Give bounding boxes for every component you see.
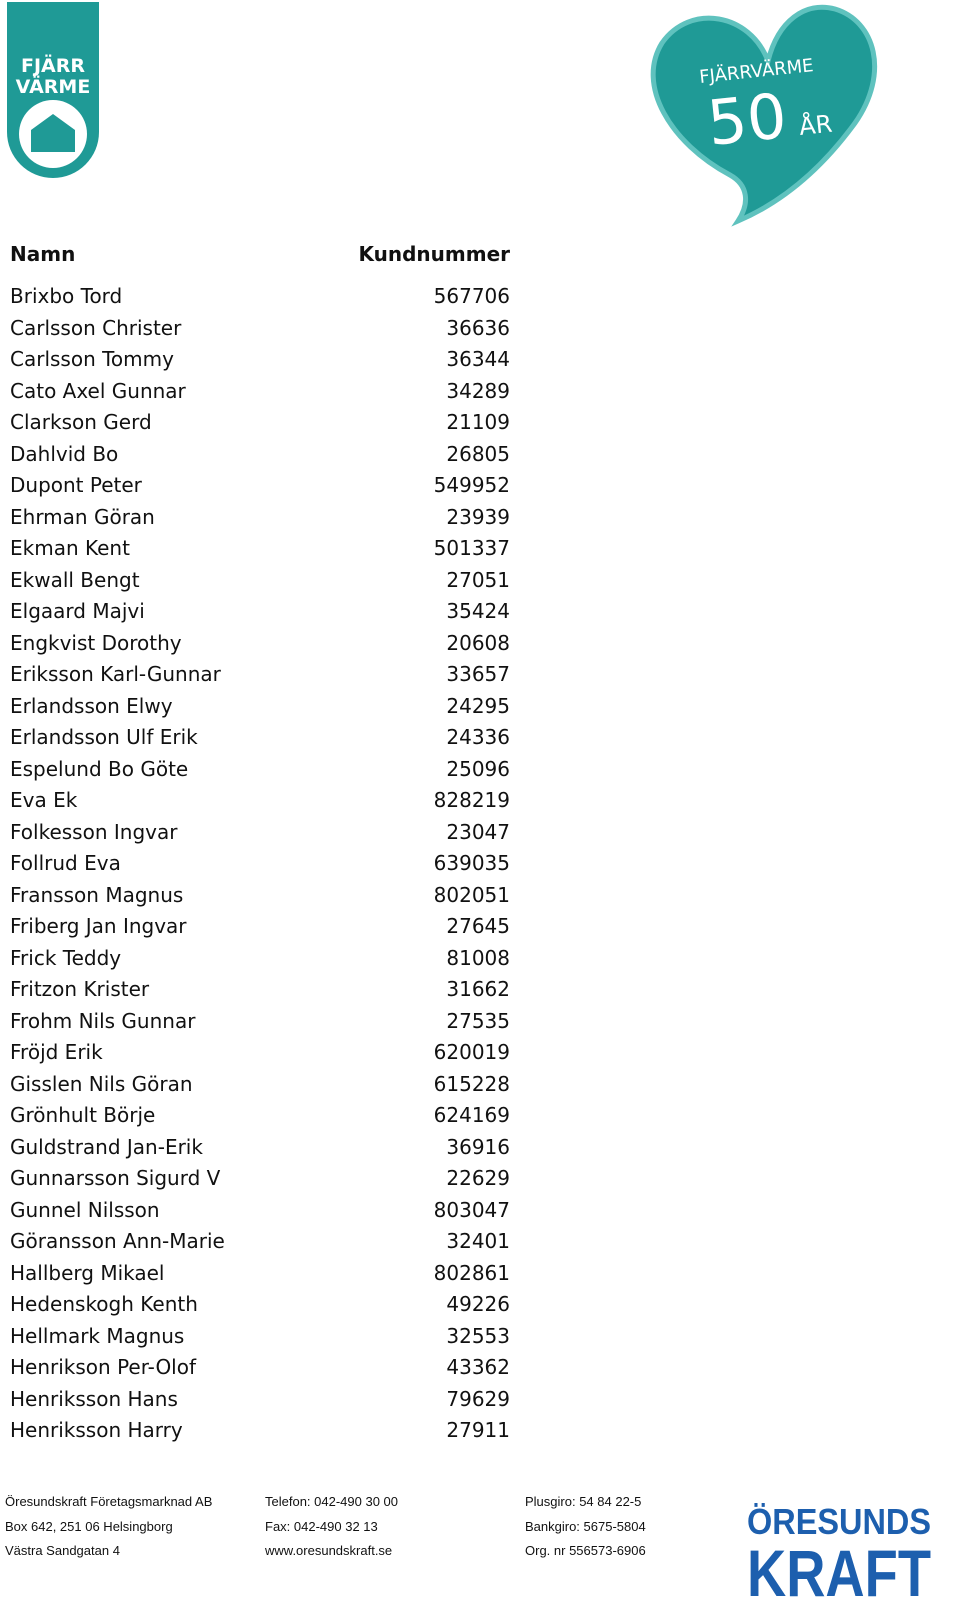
table-row [10, 974, 510, 1006]
table-header [10, 234, 510, 274]
customer-name: Gunnel Nilsson [10, 1197, 160, 1222]
table-row [10, 502, 510, 534]
customer-number: 22629 [446, 1166, 510, 1190]
customer-number: 23939 [446, 504, 510, 529]
table-row [10, 911, 510, 943]
table-row [10, 722, 510, 754]
customer-number: 36916 [446, 1134, 510, 1159]
customer-name: Fröjd Erik [10, 1040, 103, 1064]
table-row [10, 754, 510, 786]
table-row [10, 281, 510, 313]
footer-payment-column [525, 1490, 646, 1564]
customer-number: 35424 [446, 599, 510, 623]
customer-number: 624169 [433, 1103, 510, 1127]
customer-table [10, 234, 510, 1447]
table-row [10, 1226, 510, 1258]
footer-company-name: Öresundskraft Företagsmarknad AB [5, 1494, 213, 1509]
footer-org-number: Org. nr 556573-6906 [525, 1543, 646, 1558]
table-row [10, 1258, 510, 1290]
logo-left-line1: FJÄRR [20, 55, 86, 77]
customer-name: Fritzon Krister [10, 977, 150, 1001]
customer-name: Follrud Eva [10, 851, 121, 875]
customer-name: Carlsson Christer [10, 315, 182, 340]
logo-bottom-line2: KRAFT [747, 1536, 931, 1605]
table-body [10, 281, 510, 1447]
table-row [10, 1069, 510, 1101]
table-row [10, 1289, 510, 1321]
customer-number: 79629 [446, 1386, 510, 1411]
customer-number: 802051 [433, 882, 510, 907]
table-row [10, 407, 510, 439]
table-row [10, 880, 510, 912]
customer-number: 25096 [446, 756, 510, 781]
customer-number: 24295 [446, 693, 510, 718]
customer-name: Eriksson Karl-Gunnar [10, 662, 221, 686]
customer-name: Friberg Jan Ingvar [10, 914, 187, 938]
table-row [10, 1132, 510, 1164]
customer-number: 43362 [446, 1355, 510, 1379]
table-row [10, 376, 510, 408]
customer-name: Ekwall Bengt [10, 567, 140, 592]
customer-number: 803047 [433, 1197, 510, 1222]
customer-name: Dahlvid Bo [10, 441, 119, 466]
customer-name: Fransson Magnus [10, 882, 184, 907]
customer-name: Carlsson Tommy [10, 347, 174, 371]
customer-name: Folkesson Ingvar [10, 819, 178, 844]
table-row [10, 1163, 510, 1195]
customer-name: Engkvist Dorothy [10, 630, 182, 655]
footer-bankgiro: Bankgiro: 5675-5804 [525, 1518, 646, 1534]
table-row [10, 1195, 510, 1227]
column-header-number: Kundnummer [358, 242, 510, 266]
footer-website: www.oresundskraft.se [265, 1543, 393, 1558]
customer-name: Henriksson Hans [10, 1386, 178, 1411]
table-row [10, 785, 510, 817]
footer-street-address: Västra Sandgatan 4 [5, 1543, 120, 1558]
oresundskraft-logo [745, 1492, 933, 1605]
customer-name: Elgaard Majvi [10, 599, 145, 623]
customer-name: Dupont Peter [10, 473, 142, 497]
heart-logo-suffix: ÅR [797, 109, 834, 141]
customer-number: 27645 [446, 914, 510, 938]
customer-name: Göransson Ann-Marie [10, 1229, 225, 1253]
customer-name: Hedenskogh Kenth [10, 1292, 198, 1316]
customer-name: Gunnarsson Sigurd V [10, 1166, 221, 1190]
customer-number: 24336 [446, 725, 510, 749]
customer-number: 27911 [446, 1418, 510, 1442]
customer-name: Henriksson Harry [10, 1418, 183, 1442]
table-row [10, 439, 510, 471]
footer-plusgiro: Plusgiro: 54 84 22-5 [525, 1494, 642, 1509]
footer-postal-address: Box 642, 251 06 Helsingborg [5, 1518, 173, 1534]
table-row [10, 1384, 510, 1416]
customer-number: 828219 [433, 788, 510, 812]
customer-number: 26805 [446, 441, 510, 466]
customer-number: 23047 [446, 819, 510, 844]
customer-name: Cato Axel Gunnar [10, 378, 186, 403]
heart-logo-text: FJÄRRVÄRME [698, 55, 815, 88]
table-row [10, 691, 510, 723]
customer-name: Hallberg Mikael [10, 1260, 165, 1285]
table-row [10, 1352, 510, 1384]
table-row [10, 313, 510, 345]
customer-name: Grönhult Börje [10, 1103, 156, 1127]
customer-name: Clarkson Gerd [10, 410, 152, 434]
footer-phone: Telefon: 042-490 30 00 [265, 1494, 398, 1509]
footer-contact-column [265, 1490, 398, 1564]
customer-number: 32401 [446, 1229, 510, 1253]
customer-number: 620019 [433, 1040, 510, 1064]
table-row [10, 1100, 510, 1132]
customer-number: 36636 [446, 315, 510, 340]
customer-number: 36344 [446, 347, 510, 371]
table-row [10, 628, 510, 660]
customer-name: Eva Ek [10, 788, 78, 812]
logo-left-line2: VÄRME [15, 76, 91, 98]
customer-name: Frick Teddy [10, 945, 122, 970]
customer-name: Espelund Bo Göte [10, 756, 189, 781]
customer-name: Henrikson Per-Olof [10, 1355, 197, 1379]
table-row [10, 470, 510, 502]
customer-number: 639035 [433, 851, 510, 875]
table-row [10, 344, 510, 376]
customer-number: 615228 [433, 1071, 510, 1096]
table-row [10, 817, 510, 849]
customer-number: 27535 [446, 1008, 510, 1033]
customer-number: 21109 [446, 410, 510, 434]
table-row [10, 1006, 510, 1038]
fjarrvarme-logo [7, 2, 99, 180]
customer-name: Ehrman Göran [10, 504, 155, 529]
customer-number: 567706 [433, 284, 510, 308]
customer-number: 27051 [446, 567, 510, 592]
logo-bottom-line1: ÖRESUNDS [747, 1501, 931, 1542]
customer-number: 549952 [433, 473, 510, 497]
customer-number: 31662 [446, 977, 510, 1001]
table-row [10, 1037, 510, 1069]
customer-number: 501337 [433, 536, 510, 560]
customer-number: 81008 [446, 945, 510, 970]
customer-name: Erlandsson Elwy [10, 693, 173, 718]
customer-name: Guldstrand Jan-Erik [10, 1134, 203, 1159]
customer-number: 802861 [433, 1260, 510, 1285]
column-header-name: Namn [10, 242, 76, 266]
customer-number: 32553 [446, 1323, 510, 1348]
fjarrvarme-50-ar-heart-logo [650, 3, 886, 225]
heart-logo-number: 50 [703, 79, 791, 160]
table-row [10, 596, 510, 628]
table-row [10, 533, 510, 565]
customer-name: Brixbo Tord [10, 284, 123, 308]
customer-number: 34289 [446, 378, 510, 403]
table-row [10, 848, 510, 880]
table-row [10, 943, 510, 975]
customer-number: 49226 [446, 1292, 510, 1316]
table-row [10, 1321, 510, 1353]
table-row [10, 1415, 510, 1447]
customer-name: Hellmark Magnus [10, 1323, 185, 1348]
customer-name: Erlandsson Ulf Erik [10, 725, 198, 749]
footer-fax: Fax: 042-490 32 13 [265, 1518, 378, 1534]
table-row [10, 565, 510, 597]
table-row [10, 659, 510, 691]
customer-name: Frohm Nils Gunnar [10, 1008, 196, 1033]
customer-name: Ekman Kent [10, 536, 130, 560]
customer-number: 20608 [446, 630, 510, 655]
customer-number: 33657 [446, 662, 510, 686]
customer-name: Gisslen Nils Göran [10, 1071, 193, 1096]
footer-company-column [5, 1490, 212, 1564]
